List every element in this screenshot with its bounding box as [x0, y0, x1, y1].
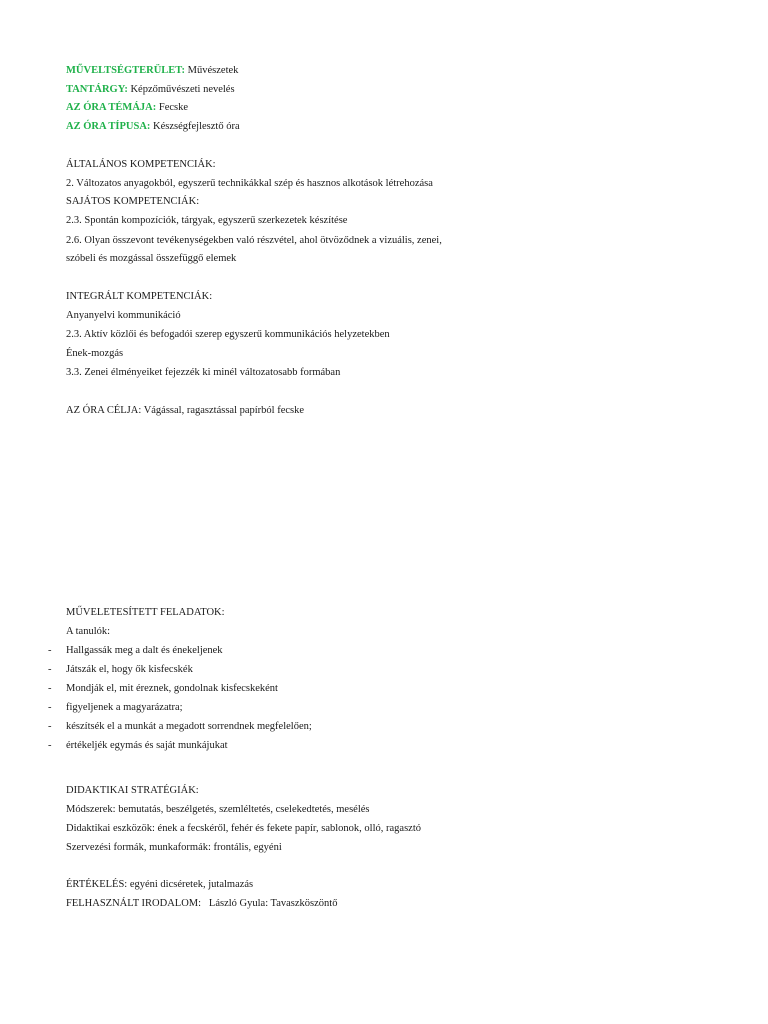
tasks-heading: MŰVELETESÍTETT FELADATOK: — [66, 607, 225, 618]
list-bullet: - — [48, 683, 52, 694]
integrated-competencies-heading: INTEGRÁLT KOMPETENCIÁK: — [66, 291, 213, 302]
list-bullet: - — [48, 645, 52, 656]
task-text: figyeljenek a magyarázatra; — [66, 702, 183, 713]
task-text: Játszák el, hogy ők kisfecskék — [66, 664, 193, 675]
general-competencies-heading: ÁLTALÁNOS KOMPETENCIÁK: — [66, 159, 216, 170]
topic-value: Fecske — [158, 102, 189, 113]
didactic-tools: Didaktikai eszközök: ének a fecskéről, fehér és fekete papír, sablonok, olló, ragasztó — [66, 823, 421, 834]
specific-competency-2-line1: 2.6. Olyan összevont tevékenységekben való részvétel, ahol ötvöződnek a vizuális, zenei, — [66, 235, 442, 246]
integrated-item-1: Anyanyelvi kommunikáció — [66, 310, 181, 321]
subject-label: TANTÁRGY: — [66, 84, 128, 95]
field-value: Művészetek — [187, 65, 239, 76]
topic-row — [66, 101, 188, 115]
task-text: készítsék el a munkát a megadott sorrendnek megfelelően; — [66, 721, 312, 732]
literature: FELHASZNÁLT IRODALOM: László Gyula: Tavaszköszöntő — [66, 898, 338, 909]
tasks-intro: A tanulók: — [66, 626, 111, 637]
list-bullet: - — [48, 702, 52, 713]
list-bullet: - — [48, 740, 52, 751]
task-text: Hallgassák meg a dalt és énekeljenek — [66, 645, 223, 656]
specific-competency-1: 2.3. Spontán kompozíciók, tárgyak, egyszerű szerkezetek készítése — [66, 215, 348, 226]
type-label: AZ ÓRA TÍPUSA: — [66, 121, 151, 132]
specific-competencies-heading: SAJÁTOS KOMPETENCIÁK: — [66, 196, 200, 207]
subject-row — [66, 83, 235, 97]
specific-competency-2-line2: szóbeli és mozgással összefüggő elemek — [66, 253, 237, 264]
type-value: Készségfejlesztő óra — [153, 121, 240, 132]
didactic-methods: Módszerek: bemutatás, beszélgetés, szemléltetés, cselekedtetés, mesélés — [66, 804, 370, 815]
lesson-goal: AZ ÓRA CÉLJA: Vágással, ragasztással papírból fecske — [66, 405, 305, 416]
task-text: Mondják el, mit éreznek, gondolnak kisfecskeként — [66, 683, 278, 694]
general-competency-1: 2. Változatos anyagokból, egyszerű technikákkal szép és hasznos alkotások létrehozása — [66, 178, 433, 189]
integrated-item-3: Ének-mozgás — [66, 348, 124, 359]
subject-value: Képzőművészeti nevelés — [130, 84, 235, 95]
type-row — [66, 120, 240, 134]
task-text: értékeljék egymás és saját munkájukat — [66, 740, 228, 751]
didactic-heading: DIDAKTIKAI STRATÉGIÁK: — [66, 785, 199, 796]
integrated-item-2: 2.3. Aktív közlői és befogadói szerep egyszerű kommunikációs helyzetekben — [66, 329, 390, 340]
didactic-forms: Szervezési formák, munkaformák: frontális, egyéni — [66, 842, 282, 853]
list-bullet: - — [48, 664, 52, 675]
topic-label: AZ ÓRA TÉMÁJA: — [66, 102, 157, 113]
field-row — [66, 64, 238, 78]
integrated-item-4: 3.3. Zenei élményeiket fejezzék ki minél változatosabb formában — [66, 367, 341, 378]
field-label: MŰVELTSÉGTERÜLET: — [66, 65, 186, 76]
evaluation: ÉRTÉKELÉS: egyéni dicséretek, jutalmazás — [66, 879, 254, 890]
list-bullet: - — [48, 721, 52, 732]
